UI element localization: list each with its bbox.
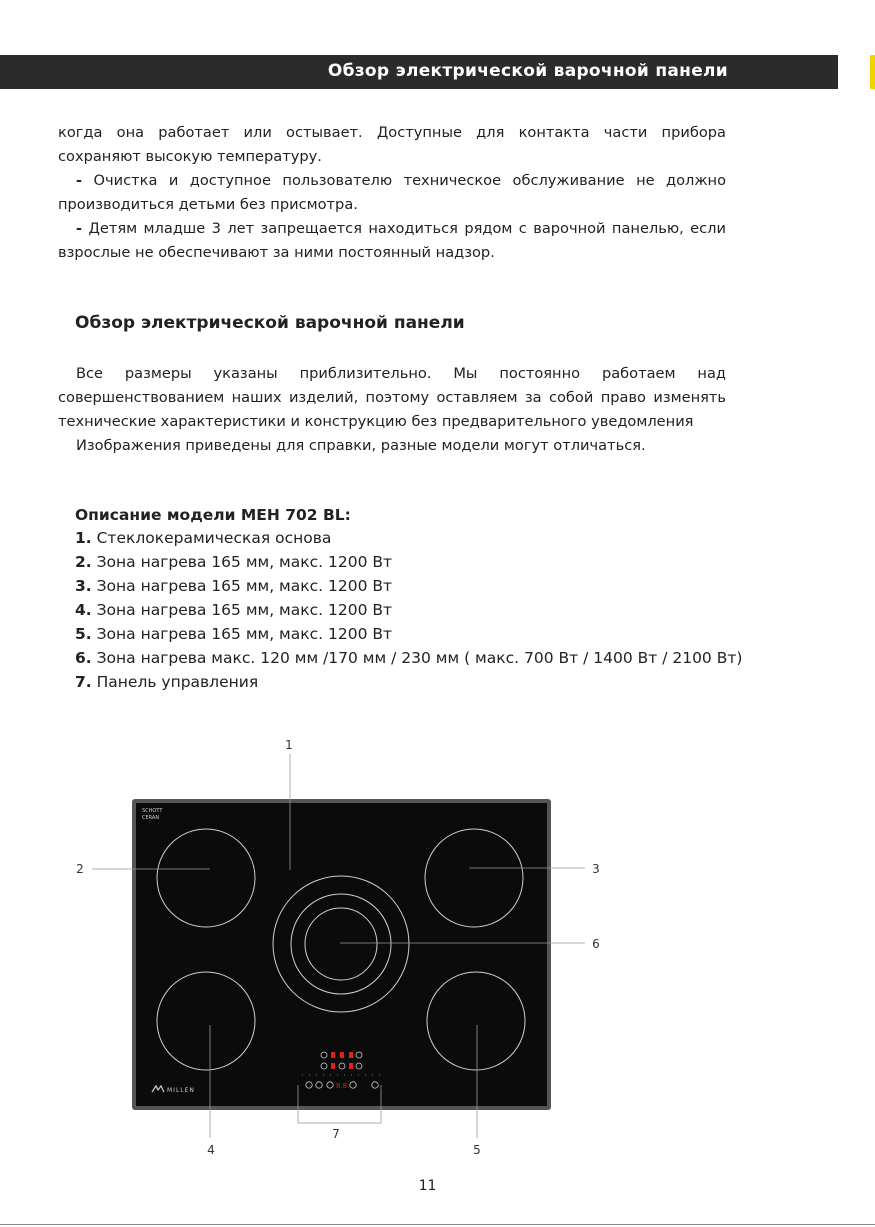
callout-4: 4 — [207, 1143, 215, 1157]
hob-diagram — [0, 730, 875, 1170]
list-item: 1. Стеклокерамическая основа — [75, 529, 332, 547]
callout-5: 5 — [473, 1143, 481, 1157]
list-item: 6. Зона нагрева макс. 120 мм /170 мм / 230 мм ( макс. 700 Вт / 1400 Вт / 2100 Вт) — [75, 649, 743, 667]
callout-7: 7 — [332, 1127, 340, 1141]
safety-line: когда она работает или остывает. Доступные для контакта части прибора сохраняют высокую температуру. — [58, 124, 726, 165]
list-item: 7. Панель управления — [75, 673, 259, 691]
list-item: 2. Зона нагрева 165 мм, макс. 1200 Вт — [75, 553, 393, 571]
list-item: 4. Зона нагрева 165 мм, макс. 1200 Вт — [75, 601, 393, 619]
hob-glass — [136, 803, 547, 1106]
section-heading: Обзор электрической варочной панели — [75, 313, 465, 333]
callout-2: 2 — [76, 862, 84, 876]
glass-brand-line1: SCHOTT — [142, 808, 163, 814]
brand-name: MILLEN — [167, 1087, 195, 1094]
bullet-text: Детям младше 3 лет запрещается находиться рядом с варочной панелью, если взрослые не обеспечивают за ними постоянный надзор. — [58, 220, 726, 261]
safety-bullet — [58, 217, 726, 265]
header-bar — [0, 55, 838, 89]
safety-bullet — [58, 169, 726, 217]
model-list — [75, 526, 742, 694]
list-item: 5. Зона нагрева 165 мм, макс. 1200 Вт — [75, 625, 393, 643]
page-number: 11 — [418, 1178, 437, 1194]
section-paragraph: Изображения приведены для справки, разные модели могут отличаться. — [76, 437, 646, 454]
bullet-text: Очистка и доступное пользователю техническое обслуживание не должно производиться детьми без присмотра. — [58, 172, 726, 213]
callout-6: 6 — [592, 937, 600, 951]
callout-3: 3 — [592, 862, 600, 876]
chapter-tab — [870, 55, 875, 89]
section-text — [58, 362, 726, 458]
glass-brand-line2: CERAN — [142, 815, 160, 821]
section-paragraph: Все размеры указаны приблизительно. Мы постоянно работаем над совершенствованием наших изделий, поэтому оставляем за собой право изменять технические характеристики и конструкцию без предварительного уведомления — [58, 365, 726, 430]
safety-text — [58, 121, 726, 265]
footer-divider — [0, 1224, 875, 1225]
display-readout: 8.8. — [336, 1082, 350, 1090]
callout-1: 1 — [285, 738, 293, 752]
bullet-dash: - — [76, 220, 83, 237]
model-heading: Описание модели MEH 702 BL: — [75, 506, 351, 524]
list-item: 3. Зона нагрева 165 мм, макс. 1200 Вт — [75, 577, 393, 595]
bullet-dash: - — [76, 172, 83, 189]
header-title: Обзор электрической варочной панели — [327, 61, 728, 81]
